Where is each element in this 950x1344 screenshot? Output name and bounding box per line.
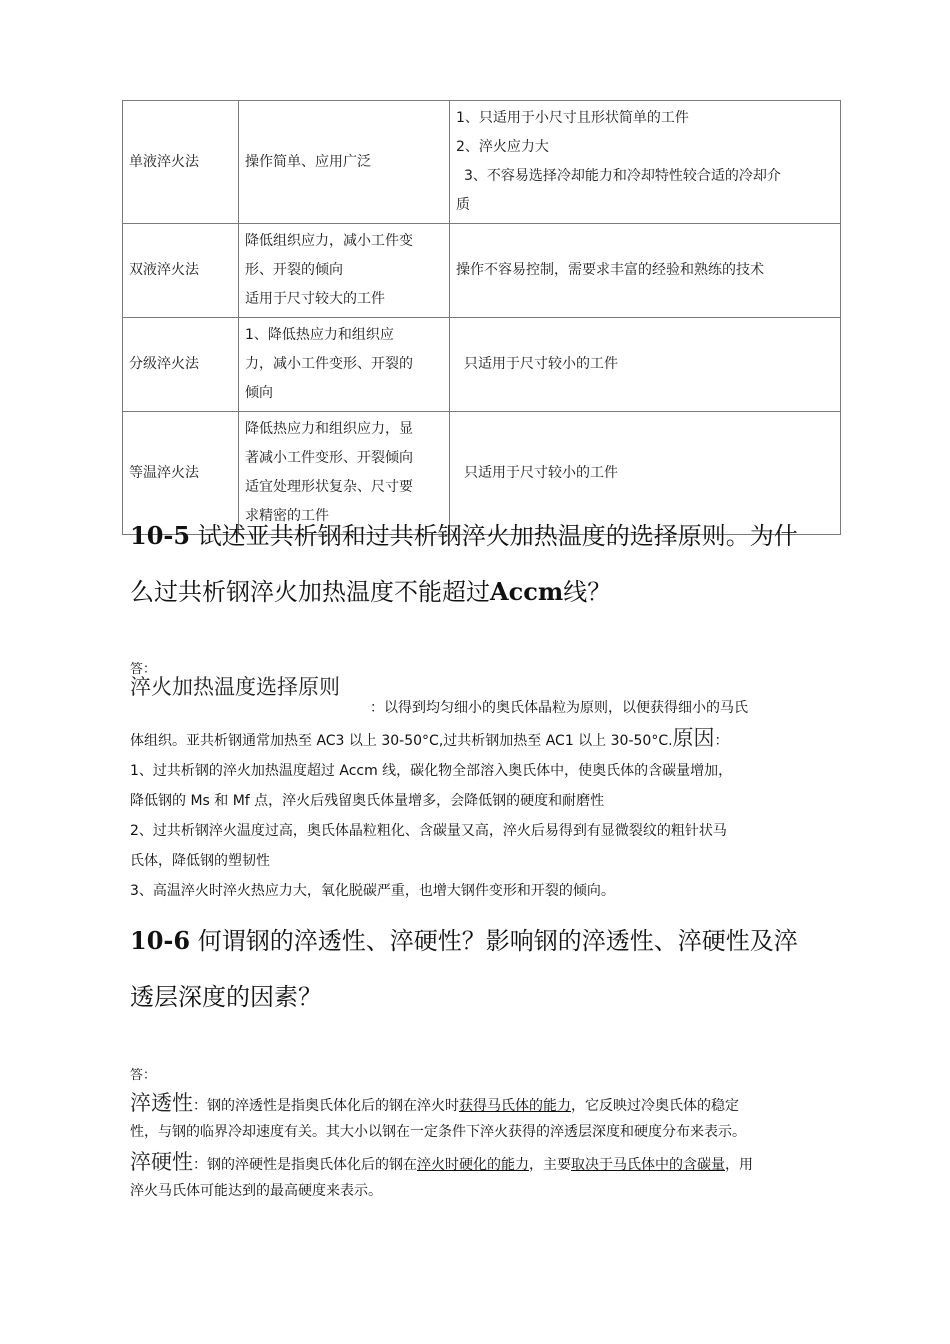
hardenability-line bbox=[130, 1090, 830, 1119]
question-10-5 bbox=[130, 519, 830, 609]
cell-line: 降低热应力和组织应力，显 bbox=[245, 421, 413, 437]
answer-10-6-body bbox=[130, 1090, 830, 1204]
cell-line: 只适用于尺寸较小的工件 bbox=[464, 356, 618, 372]
principle-term: 淬火加热温度选择原则 bbox=[130, 675, 340, 699]
question-text-line2: 透层深度的因素？ bbox=[130, 983, 322, 1011]
question-text-line2: 么过共析钢淬火加热温度不能超过 bbox=[130, 578, 490, 606]
cell-line: 倾向 bbox=[245, 385, 273, 401]
cell-line: 2、淬火应力大 bbox=[456, 139, 549, 155]
answer-line: 降低钢的 Ms 和 Mf 点，淬火后残留奥氏体量增多，会降低钢的硬度和耐磨性 bbox=[130, 793, 605, 809]
reason-colon: ： bbox=[714, 733, 729, 749]
cell-line: 适用于尺寸较大的工件 bbox=[245, 291, 385, 307]
answer-line bbox=[130, 723, 830, 756]
question-10-6 bbox=[130, 924, 830, 1014]
underlined-text: 淬火时硬化的能力 bbox=[417, 1157, 529, 1173]
answer-line: 3、高温淬火时淬火热应力大，氧化脱碳严重，也增大钢件变形和开裂的倾向。 bbox=[130, 883, 615, 899]
table-row bbox=[123, 318, 841, 412]
table-row bbox=[123, 412, 841, 535]
hardenability-term: 淬透性 bbox=[130, 1091, 193, 1115]
disadvantages-cell bbox=[450, 318, 841, 412]
disadvantages-cell bbox=[450, 224, 841, 318]
table-row bbox=[123, 224, 841, 318]
answer-line: 1、过共析钢的淬火加热温度超过 Accm 线，碳化物全部溶入奥氏体中，使奥氏体的含碳量增加， bbox=[130, 763, 733, 779]
underlined-text: 获得马氏体的能力 bbox=[459, 1098, 571, 1114]
question-number: 10-6 bbox=[130, 926, 191, 955]
cell-line: 1、降低热应力和组织应 bbox=[245, 327, 394, 343]
term-colon: ： bbox=[193, 1098, 207, 1114]
question-number: 10-5 bbox=[130, 521, 191, 550]
accm-term: Accm bbox=[490, 577, 564, 606]
text-span: 钢的淬透性是指奥氏体化后的钢在淬火时 bbox=[207, 1098, 459, 1114]
table-row bbox=[123, 101, 841, 224]
cell-line: 质 bbox=[456, 197, 470, 213]
term-colon: ： bbox=[193, 1157, 207, 1173]
hardness-term: 淬硬性 bbox=[130, 1150, 193, 1174]
text-span: ，主要 bbox=[529, 1157, 571, 1173]
advantages-cell bbox=[239, 318, 450, 412]
disadvantages-cell bbox=[450, 412, 841, 535]
answer-label-10-5: 答： bbox=[130, 662, 157, 677]
question-text-line2-end: 线？ bbox=[563, 578, 612, 606]
disadvantages-cell bbox=[450, 101, 841, 224]
cell-line: 1、只适用于小尺寸且形状简单的工件 bbox=[456, 110, 689, 126]
answer-line: 淬火马氏体可能达到的最高硬度来表示。 bbox=[130, 1183, 382, 1199]
cell-line: 3、不容易选择冷却能力和冷却特性较合适的冷却介 bbox=[464, 168, 781, 184]
text-span: ，它反映过冷奥氏体的稳定 bbox=[571, 1098, 739, 1114]
cell-line: 著减小工件变形、开裂倾向 bbox=[245, 450, 413, 466]
advantages-cell bbox=[239, 224, 450, 318]
underlined-text: 取决于马氏体中的含碳量 bbox=[571, 1157, 725, 1173]
cell-line: 力，减小工件变形、开裂的 bbox=[245, 356, 413, 372]
cell-line: 只适用于尺寸较小的工件 bbox=[464, 464, 618, 481]
answer-label-10-6: 答： bbox=[130, 1068, 157, 1083]
answer-line: 性，与钢的临界冷却速度有关。其大小以钢在一定条件下淬火获得的淬透层深度和硬度分布来表示。 bbox=[130, 1124, 746, 1140]
hardness-line bbox=[130, 1149, 830, 1178]
cell-line: 适宜处理形状复杂、尺寸要 bbox=[245, 479, 413, 495]
cell-line: 操作不容易控制，需要求丰富的经验和熟练的技术 bbox=[456, 262, 764, 278]
answer-line: 氏体，降低钢的塑韧性 bbox=[130, 853, 270, 869]
cell-line: 降低组织应力，减小工件变 bbox=[245, 233, 413, 249]
question-text-line1: 何谓钢的淬透性、淬硬性？影响钢的淬透性、淬硬性及淬 bbox=[197, 927, 798, 955]
answer-line-text: 体组织。亚共析钢通常加热至 AC3 以上 30-50°C,过共析钢加热至 AC1 以上 30-50°C. bbox=[130, 733, 673, 749]
answer-line: ：以得到均匀细小的奥氏体晶粒为原则，以便获得细小的马氏 bbox=[370, 700, 748, 716]
method-cell: 双液淬火法 bbox=[123, 224, 239, 318]
cell-line: 操作简单、应用广泛 bbox=[245, 153, 371, 170]
advantages-cell bbox=[239, 101, 450, 224]
cell-line: 形、开裂的倾向 bbox=[245, 262, 343, 278]
quenching-methods-table bbox=[122, 100, 841, 535]
cell-line: 求精密的工件 bbox=[245, 508, 329, 524]
method-cell: 分级淬火法 bbox=[123, 318, 239, 412]
answer-10-5-body bbox=[130, 693, 830, 906]
answer-line: 2、过共析钢淬火温度过高，奥氏体晶粒粗化、含碳量又高，淬火后易得到有显微裂纹的粗针状马 bbox=[130, 823, 727, 839]
text-span: 钢的淬硬性是指奥氏体化后的钢在 bbox=[207, 1157, 417, 1173]
question-text-line1: 试述亚共析钢和过共析钢淬火加热温度的选择原则。为什 bbox=[197, 522, 798, 550]
text-span: ，用 bbox=[725, 1157, 753, 1173]
reason-term: 原因 bbox=[672, 726, 715, 750]
method-cell: 等温淬火法 bbox=[123, 412, 239, 535]
advantages-cell bbox=[239, 412, 450, 535]
method-cell: 单液淬火法 bbox=[123, 101, 239, 224]
